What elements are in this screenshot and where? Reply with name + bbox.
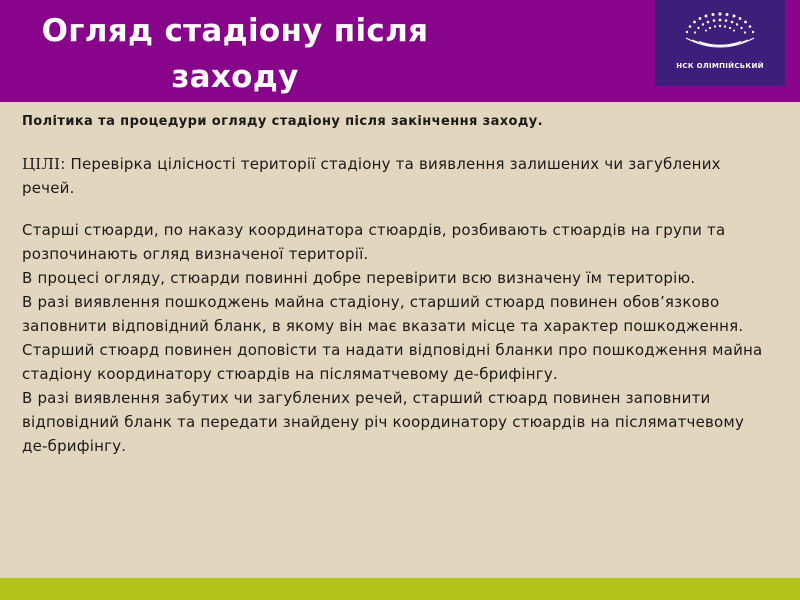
paragraph-5: В разі виявлення забутих чи загублених речей, старший стюард повинен заповнити відповідний бланк та передати знайдену річ координатору стюардів на післяматчевому де-брифінгу.: [22, 389, 745, 455]
paragraph-4: Старший стюард повинен доповісти та надати відповідні бланки про пошкодження майна стадіону координатору стюардів на післяматчевому де-брифінгу.: [22, 341, 763, 383]
goal-paragraph: [22, 152, 774, 200]
title-line-2: заходу: [171, 59, 299, 95]
paragraph-3: В разі виявлення пошкоджень майна стадіону, старший стюард повинен обов’язково заповнити відповідний бланк, в якому він має вказати місце та характер пошкодження.: [22, 293, 744, 335]
title-line-1: Огляд стадіону після: [41, 13, 429, 49]
footer-bar: [0, 578, 800, 600]
goal-label: ЦІЛІ: [22, 155, 61, 173]
slide-content: [22, 112, 774, 458]
logo: [655, 0, 785, 86]
goal-text: : Перевірка цілісності території стадіону та виявлення залишених чи загублених речей.: [22, 155, 721, 197]
paragraph-1: Старші стюарди, по наказу координатора стюардів, розбивають стюардів на групи та розпочинають огляд визначеної території.: [22, 221, 726, 263]
logo-text: НСК ОЛІМПІЙСЬКИЙ: [676, 62, 764, 70]
slide-title: [0, 8, 470, 100]
section-heading: Політика та процедури огляду стадіону після закінчення заходу.: [22, 114, 544, 129]
header-bar: [0, 0, 800, 102]
paragraph-2: В процесі огляду, стюарди повинні добре перевірити всю визначену їм територію.: [22, 269, 696, 287]
stadium-logo-icon: [680, 6, 760, 62]
